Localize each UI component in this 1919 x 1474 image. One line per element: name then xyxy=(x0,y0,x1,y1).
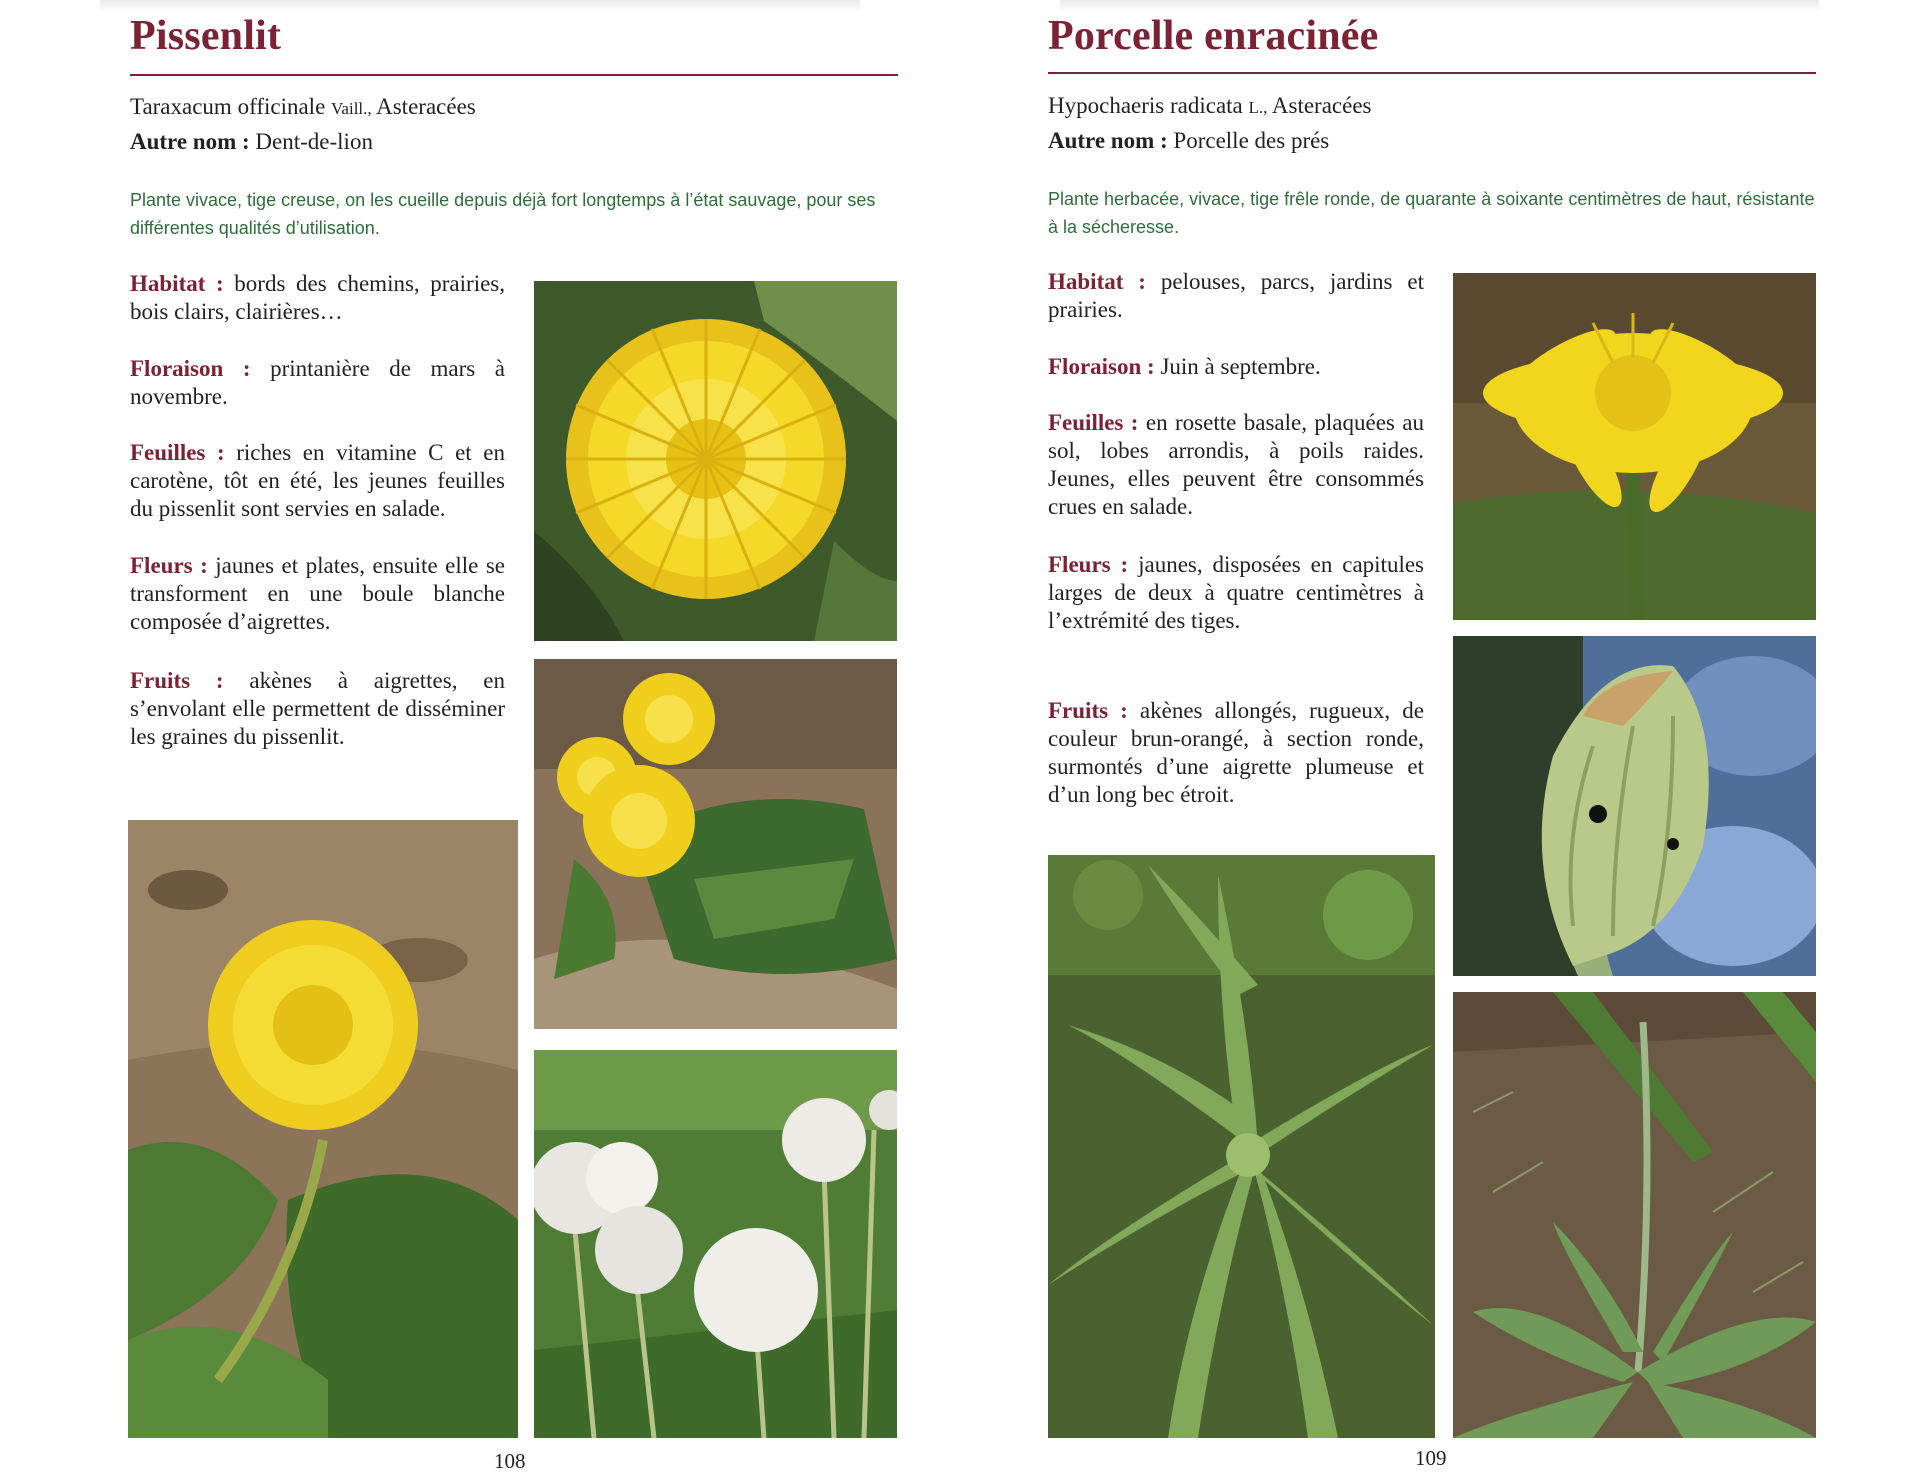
photo-dandelion-flower xyxy=(534,281,897,641)
entry-text: Juin à septembre. xyxy=(1160,354,1321,379)
page-title: Porcelle enracinée xyxy=(1048,13,1379,59)
entry-fruits xyxy=(130,667,505,751)
photo-porcelle-flower xyxy=(1453,273,1816,620)
photo-porcelle-plant xyxy=(1453,992,1816,1438)
entry-floraison xyxy=(130,355,505,411)
other-name-line xyxy=(130,129,373,155)
photo-dandelion-single xyxy=(128,820,518,1438)
right-page xyxy=(960,0,1919,1469)
entry-text: riches en vitamine C et en carotène, tôt en été, les jeunes feuilles du pissenlit sont servies en salade. xyxy=(130,440,505,521)
latin-name: Taraxacum officinale xyxy=(130,94,326,119)
entry-label: Floraison : xyxy=(1048,354,1155,379)
entry-label: Habitat : xyxy=(1048,269,1146,294)
entry-label: Fleurs : xyxy=(1048,552,1129,577)
entry-text: pelouses, parcs, jardins et prairies. xyxy=(1048,269,1424,322)
page-number: 108 xyxy=(494,1449,526,1473)
other-name-value: Dent-de-lion xyxy=(255,129,373,154)
intro-paragraph: Plante vivace, tige creuse, on les cueille depuis déjà fort longtemps à l’état sauvage, pour ses différentes qualités d’utilisation. xyxy=(130,190,876,238)
photo-porcelle-rosette xyxy=(1048,855,1435,1438)
latin-name-line xyxy=(1048,93,1372,119)
left-page xyxy=(0,0,960,1473)
other-name-label: Autre nom : xyxy=(130,129,250,154)
entry-label: Fruits : xyxy=(130,668,224,693)
entry-text: akènes allongés, rugueux, de couleur brun-orangé, à section ronde, surmontés d’une aigrette plumeuse et d’un long bec étroit. xyxy=(1048,698,1424,807)
page-title: Pissenlit xyxy=(130,13,282,59)
entry-label: Feuilles : xyxy=(1048,410,1139,435)
other-name-value: Porcelle des prés xyxy=(1173,128,1330,153)
page-top-shadow xyxy=(1060,0,1819,12)
entry-floraison xyxy=(1048,353,1424,381)
entry-text: jaunes et plates, ensuite elle se transforment en une boule blanche composée d’aigrettes. xyxy=(130,553,506,634)
entry-text: printanière de mars à novembre. xyxy=(130,356,505,409)
entry-label: Fruits : xyxy=(1048,698,1128,723)
family-name: Asteracées xyxy=(376,94,476,119)
entry-label: Feuilles : xyxy=(130,440,225,465)
entry-text: akènes à aigrettes, en s’envolant elle permettent de disséminer les graines du pissenlit. xyxy=(130,668,505,749)
entry-text: jaunes, disposées en capitules larges de deux à quatre centimètres à l’extrémité des tiges. xyxy=(1048,552,1424,633)
entry-label: Habitat : xyxy=(130,271,224,296)
entry-habitat xyxy=(130,270,505,326)
family-name: Asteracées xyxy=(1271,93,1372,118)
entry-habitat xyxy=(1048,268,1424,324)
page-number: 109 xyxy=(1415,1446,1447,1470)
entry-feuilles xyxy=(1048,409,1424,521)
entry-feuilles xyxy=(130,439,505,523)
entry-label: Floraison : xyxy=(130,356,251,381)
intro-paragraph: Plante herbacée, vivace, tige frêle ronde, de quarante à soixante centimètres de haut, résistante à la sécheresse. xyxy=(1048,189,1815,237)
photo-dandelion-seedheads xyxy=(534,1050,897,1438)
entry-fleurs xyxy=(130,552,505,636)
entry-text: bords des chemins, prairies, bois clairs, clairières… xyxy=(130,271,505,324)
other-name-line xyxy=(1048,128,1329,154)
page-top-shadow xyxy=(100,0,860,12)
other-name-label: Autre nom : xyxy=(1048,128,1168,153)
latin-name-line xyxy=(130,94,476,120)
entry-label: Fleurs : xyxy=(130,553,208,578)
photo-porcelle-bud xyxy=(1453,636,1816,976)
entry-fleurs xyxy=(1048,551,1424,635)
title-rule xyxy=(130,74,898,76)
entry-fruits xyxy=(1048,697,1424,809)
author-abbrev: Vaill., xyxy=(331,99,372,118)
entry-text: en rosette basale, plaquées au sol, lobes arrondis, à poils raides. Jeunes, elles peuvent être consommés crues en salade. xyxy=(1048,410,1424,519)
title-rule xyxy=(1048,72,1816,74)
latin-name: Hypochaeris radicata xyxy=(1048,93,1243,118)
author-abbrev: L., xyxy=(1248,98,1268,117)
photo-dandelion-plant xyxy=(534,659,897,1029)
